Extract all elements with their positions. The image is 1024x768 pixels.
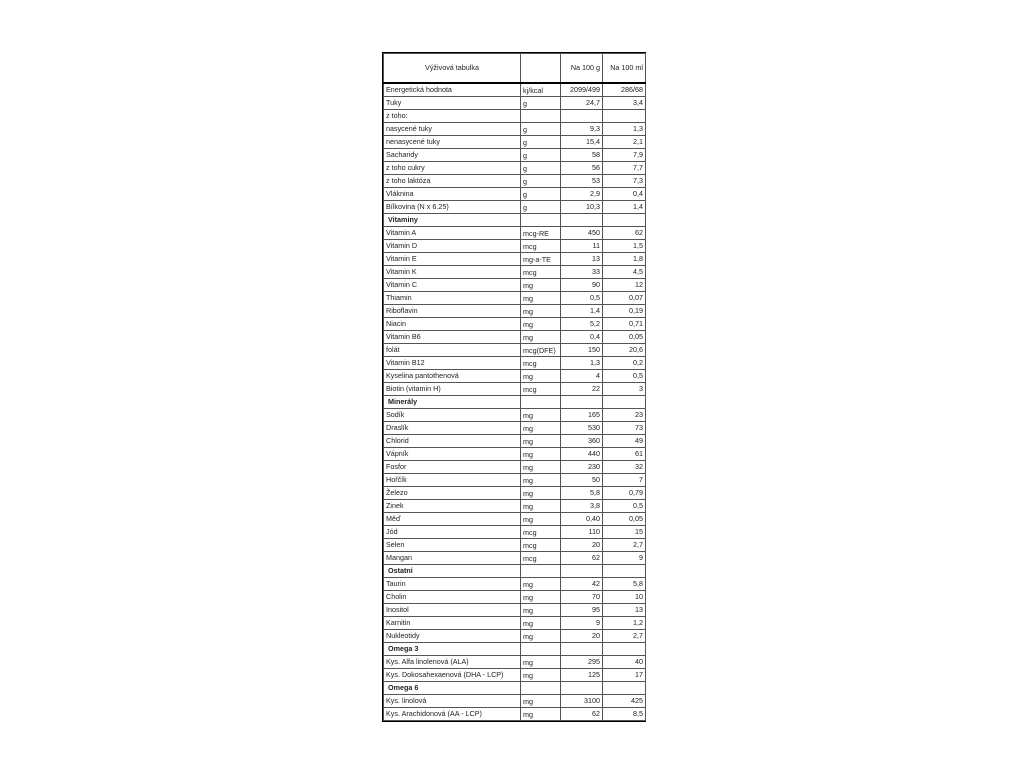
- table-row: [384, 513, 646, 526]
- value-per-100ml: 1,3: [603, 123, 646, 136]
- nutrient-unit: mg: [521, 435, 561, 448]
- value-per-100g: [561, 565, 603, 578]
- nutrient-unit: g: [521, 188, 561, 201]
- nutrient-name: Taurin: [384, 578, 521, 591]
- nutrient-unit: mg: [521, 604, 561, 617]
- value-per-100ml: 0,5: [603, 500, 646, 513]
- section-header-row: [384, 565, 646, 578]
- table-row: [384, 227, 646, 240]
- value-per-100ml: 0,79: [603, 487, 646, 500]
- value-per-100ml: 425: [603, 695, 646, 708]
- table-row: [384, 435, 646, 448]
- nutrient-name: Kys. Alfa linolenová (ALA): [384, 656, 521, 669]
- table-row: [384, 292, 646, 305]
- nutrient-unit: mg: [521, 409, 561, 422]
- value-per-100ml: 40: [603, 656, 646, 669]
- table-row: [384, 617, 646, 630]
- nutrient-name: Niacin: [384, 318, 521, 331]
- table-row: [384, 318, 646, 331]
- nutrient-name: Sacharidy: [384, 149, 521, 162]
- nutrient-unit: g: [521, 136, 561, 149]
- value-per-100g: 70: [561, 591, 603, 604]
- table-row: [384, 110, 646, 123]
- nutrient-unit: mg: [521, 591, 561, 604]
- nutrient-unit: mg: [521, 292, 561, 305]
- value-per-100ml: 32: [603, 461, 646, 474]
- table-row: [384, 461, 646, 474]
- section-header-row: [384, 682, 646, 695]
- nutrient-unit: mg: [521, 448, 561, 461]
- value-per-100g: 125: [561, 669, 603, 682]
- value-per-100g: 150: [561, 344, 603, 357]
- value-per-100ml: 8,5: [603, 708, 646, 721]
- nutrient-name: Bílkovina (N x 6.25): [384, 201, 521, 214]
- value-per-100ml: 3,4: [603, 97, 646, 110]
- value-per-100ml: 2,1: [603, 136, 646, 149]
- value-per-100ml: [603, 396, 646, 409]
- nutrient-name: Zinek: [384, 500, 521, 513]
- nutrient-unit: g: [521, 97, 561, 110]
- value-per-100g: 95: [561, 604, 603, 617]
- nutrient-name: Kys. Arachidonová (AA - LCP): [384, 708, 521, 721]
- table-row: [384, 331, 646, 344]
- value-per-100g: 58: [561, 149, 603, 162]
- nutrient-name: Mangan: [384, 552, 521, 565]
- nutrient-name: Měď: [384, 513, 521, 526]
- table-row: [384, 422, 646, 435]
- table-row: [384, 539, 646, 552]
- value-per-100g: 56: [561, 162, 603, 175]
- table-row: [384, 409, 646, 422]
- value-per-100g: 5,8: [561, 487, 603, 500]
- table-row: [384, 656, 646, 669]
- value-per-100ml: [603, 643, 646, 656]
- value-per-100ml: 0,5: [603, 370, 646, 383]
- nutrient-name: Vitamin B6: [384, 331, 521, 344]
- value-per-100g: 0,4: [561, 331, 603, 344]
- table-row: [384, 591, 646, 604]
- nutrient-name: Fosfor: [384, 461, 521, 474]
- nutrient-unit: g: [521, 175, 561, 188]
- value-per-100ml: 7: [603, 474, 646, 487]
- value-per-100ml: 0,05: [603, 513, 646, 526]
- nutrient-unit: mcg-RE: [521, 227, 561, 240]
- value-per-100g: 62: [561, 552, 603, 565]
- value-per-100g: 33: [561, 266, 603, 279]
- nutrient-unit: [521, 396, 561, 409]
- value-per-100ml: 7,3: [603, 175, 646, 188]
- value-per-100ml: 0,71: [603, 318, 646, 331]
- nutrient-name: Tuky: [384, 97, 521, 110]
- value-per-100ml: 0,19: [603, 305, 646, 318]
- table-row: [384, 669, 646, 682]
- section-header-row: [384, 214, 646, 227]
- per-100g-header: Na 100 g: [561, 54, 603, 84]
- table-row: [384, 188, 646, 201]
- nutrient-name: folát: [384, 344, 521, 357]
- value-per-100ml: 15: [603, 526, 646, 539]
- value-per-100g: 3100: [561, 695, 603, 708]
- nutrient-unit: [521, 565, 561, 578]
- nutrient-name: Karnitin: [384, 617, 521, 630]
- nutrient-unit: mcg(DFE): [521, 344, 561, 357]
- nutrient-name: Draslík: [384, 422, 521, 435]
- value-per-100ml: 2,7: [603, 539, 646, 552]
- nutrient-unit: mcg: [521, 552, 561, 565]
- nutrient-name: Thiamin: [384, 292, 521, 305]
- nutrient-unit: mg: [521, 669, 561, 682]
- value-per-100ml: 49: [603, 435, 646, 448]
- nutrient-name: z toho laktóza: [384, 175, 521, 188]
- table-row: [384, 695, 646, 708]
- nutrient-name: Kys. Dokosahexaenová (DHA - LCP): [384, 669, 521, 682]
- value-per-100g: 0,40: [561, 513, 603, 526]
- value-per-100ml: 10: [603, 591, 646, 604]
- nutrient-unit: mg: [521, 474, 561, 487]
- value-per-100g: 50: [561, 474, 603, 487]
- value-per-100g: 110: [561, 526, 603, 539]
- value-per-100g: 11: [561, 240, 603, 253]
- nutrient-name: Vitamin B12: [384, 357, 521, 370]
- per-100ml-header: Na 100 ml: [603, 54, 646, 84]
- nutrient-unit: mg: [521, 695, 561, 708]
- nutrient-name: z toho cukry: [384, 162, 521, 175]
- nutrient-name: Vláknina: [384, 188, 521, 201]
- value-per-100ml: 4,5: [603, 266, 646, 279]
- nutrient-unit: mcg: [521, 539, 561, 552]
- table-row: [384, 305, 646, 318]
- value-per-100g: 1,3: [561, 357, 603, 370]
- unit-header: [521, 54, 561, 84]
- value-per-100ml: 73: [603, 422, 646, 435]
- nutrient-name: Vitaminy: [384, 214, 521, 227]
- value-per-100g: 530: [561, 422, 603, 435]
- value-per-100ml: 62: [603, 227, 646, 240]
- section-header-row: [384, 396, 646, 409]
- value-per-100g: 440: [561, 448, 603, 461]
- nutrient-name: Jód: [384, 526, 521, 539]
- nutrient-unit: kj/kcal: [521, 83, 561, 97]
- table-row: [384, 253, 646, 266]
- nutrient-name: Omega 3: [384, 643, 521, 656]
- value-per-100ml: [603, 110, 646, 123]
- nutrient-unit: mcg: [521, 266, 561, 279]
- table-row: [384, 123, 646, 136]
- value-per-100g: 2099/499: [561, 83, 603, 97]
- table-row: [384, 97, 646, 110]
- table-row: [384, 578, 646, 591]
- table-row: [384, 487, 646, 500]
- value-per-100ml: 286/68: [603, 83, 646, 97]
- nutrient-unit: mcg: [521, 526, 561, 539]
- value-per-100g: 165: [561, 409, 603, 422]
- value-per-100ml: 1,4: [603, 201, 646, 214]
- value-per-100ml: 5,8: [603, 578, 646, 591]
- value-per-100ml: 1,8: [603, 253, 646, 266]
- nutrient-name: Cholin: [384, 591, 521, 604]
- value-per-100ml: 0,05: [603, 331, 646, 344]
- nutrient-unit: mg: [521, 487, 561, 500]
- nutrient-name: Hořčík: [384, 474, 521, 487]
- value-per-100g: 90: [561, 279, 603, 292]
- value-per-100g: 0,5: [561, 292, 603, 305]
- value-per-100ml: 2,7: [603, 630, 646, 643]
- nutrient-name: Riboflavin: [384, 305, 521, 318]
- value-per-100g: 295: [561, 656, 603, 669]
- value-per-100g: 5,2: [561, 318, 603, 331]
- nutrient-unit: mg: [521, 656, 561, 669]
- nutrient-name: Omega 6: [384, 682, 521, 695]
- table-row: [384, 175, 646, 188]
- value-per-100ml: 3: [603, 383, 646, 396]
- value-per-100g: 2,9: [561, 188, 603, 201]
- value-per-100g: 9,3: [561, 123, 603, 136]
- value-per-100g: 10,3: [561, 201, 603, 214]
- nutrient-name: Energetická hodnota: [384, 83, 521, 97]
- value-per-100ml: 1,5: [603, 240, 646, 253]
- nutrient-unit: mg: [521, 318, 561, 331]
- table-row: [384, 266, 646, 279]
- nutrient-name: Kyselina pantothenová: [384, 370, 521, 383]
- value-per-100g: 360: [561, 435, 603, 448]
- nutrient-name: Sodík: [384, 409, 521, 422]
- nutrient-unit: mg: [521, 708, 561, 721]
- value-per-100ml: 0,07: [603, 292, 646, 305]
- value-per-100g: [561, 214, 603, 227]
- nutrient-name: Vitamin K: [384, 266, 521, 279]
- nutrient-unit: mg: [521, 630, 561, 643]
- nutrient-name: Železo: [384, 487, 521, 500]
- nutrient-name: Vitamin C: [384, 279, 521, 292]
- nutrient-unit: g: [521, 201, 561, 214]
- table-row: [384, 500, 646, 513]
- value-per-100g: 42: [561, 578, 603, 591]
- nutrient-unit: [521, 682, 561, 695]
- nutrient-name: Vitamin A: [384, 227, 521, 240]
- nutrient-unit: mg: [521, 513, 561, 526]
- nutrient-unit: mg: [521, 461, 561, 474]
- value-per-100g: 53: [561, 175, 603, 188]
- nutrient-unit: mg: [521, 305, 561, 318]
- value-per-100ml: [603, 565, 646, 578]
- value-per-100g: 1,4: [561, 305, 603, 318]
- nutrient-unit: mg: [521, 331, 561, 344]
- nutrition-table-sheet: [382, 52, 646, 722]
- value-per-100g: [561, 110, 603, 123]
- nutrient-unit: [521, 110, 561, 123]
- nutrient-unit: mcg: [521, 357, 561, 370]
- nutrient-name: nasycené tuky: [384, 123, 521, 136]
- nutrient-unit: mg: [521, 500, 561, 513]
- nutrient-unit: mg: [521, 422, 561, 435]
- nutrient-name: Biotin (vitamin H): [384, 383, 521, 396]
- table-row: [384, 708, 646, 721]
- value-per-100ml: 20,6: [603, 344, 646, 357]
- nutrient-unit: mg: [521, 578, 561, 591]
- value-per-100g: 450: [561, 227, 603, 240]
- nutrient-name: Vápník: [384, 448, 521, 461]
- table-row: [384, 474, 646, 487]
- nutrient-unit: mcg: [521, 383, 561, 396]
- nutrient-unit: mcg: [521, 240, 561, 253]
- nutrient-unit: [521, 214, 561, 227]
- nutrient-name: Ostatní: [384, 565, 521, 578]
- value-per-100ml: 9: [603, 552, 646, 565]
- table-row: [384, 240, 646, 253]
- table-header-row: [384, 54, 646, 84]
- value-per-100g: [561, 643, 603, 656]
- nutrient-unit: mg-a-TE: [521, 253, 561, 266]
- table-row: [384, 162, 646, 175]
- nutrient-unit: g: [521, 162, 561, 175]
- value-per-100g: [561, 396, 603, 409]
- value-per-100ml: 7,9: [603, 149, 646, 162]
- table-row: [384, 344, 646, 357]
- value-per-100ml: [603, 682, 646, 695]
- section-header-row: [384, 643, 646, 656]
- value-per-100g: 62: [561, 708, 603, 721]
- nutrient-unit: g: [521, 149, 561, 162]
- value-per-100ml: [603, 214, 646, 227]
- nutrient-unit: mg: [521, 370, 561, 383]
- table-row: [384, 448, 646, 461]
- table-row: [384, 149, 646, 162]
- table-row: [384, 370, 646, 383]
- value-per-100ml: 0,2: [603, 357, 646, 370]
- nutrient-name: z toho:: [384, 110, 521, 123]
- value-per-100g: 24,7: [561, 97, 603, 110]
- nutrient-unit: g: [521, 123, 561, 136]
- nutrient-name: Nukleotidy: [384, 630, 521, 643]
- value-per-100g: 22: [561, 383, 603, 396]
- nutrient-name: Selen: [384, 539, 521, 552]
- value-per-100ml: 1,2: [603, 617, 646, 630]
- table-row: [384, 552, 646, 565]
- value-per-100ml: 13: [603, 604, 646, 617]
- value-per-100g: 20: [561, 539, 603, 552]
- nutrient-name: Chlorid: [384, 435, 521, 448]
- nutrient-name: Kys. linolová: [384, 695, 521, 708]
- nutrient-unit: mg: [521, 617, 561, 630]
- value-per-100g: 15,4: [561, 136, 603, 149]
- value-per-100ml: 23: [603, 409, 646, 422]
- table-row: [384, 357, 646, 370]
- value-per-100g: 230: [561, 461, 603, 474]
- table-row: [384, 526, 646, 539]
- value-per-100g: 4: [561, 370, 603, 383]
- value-per-100g: [561, 682, 603, 695]
- nutrient-name: Minerály: [384, 396, 521, 409]
- nutrition-table: [383, 53, 646, 721]
- table-row: [384, 83, 646, 97]
- value-per-100ml: 17: [603, 669, 646, 682]
- value-per-100ml: 7,7: [603, 162, 646, 175]
- table-row: [384, 604, 646, 617]
- value-per-100ml: 61: [603, 448, 646, 461]
- nutrient-name: Vitamin D: [384, 240, 521, 253]
- value-per-100g: 9: [561, 617, 603, 630]
- table-row: [384, 136, 646, 149]
- value-per-100g: 20: [561, 630, 603, 643]
- value-per-100g: 3,8: [561, 500, 603, 513]
- nutrient-name: Vitamin E: [384, 253, 521, 266]
- table-row: [384, 279, 646, 292]
- table-row: [384, 630, 646, 643]
- value-per-100g: 13: [561, 253, 603, 266]
- nutrient-unit: mg: [521, 279, 561, 292]
- nutrient-name: nenasycené tuky: [384, 136, 521, 149]
- value-per-100ml: 0,4: [603, 188, 646, 201]
- table-row: [384, 201, 646, 214]
- nutrient-unit: [521, 643, 561, 656]
- value-per-100ml: 12: [603, 279, 646, 292]
- table-title: Výživová tabulka: [384, 54, 521, 84]
- nutrient-name: Inositol: [384, 604, 521, 617]
- table-row: [384, 383, 646, 396]
